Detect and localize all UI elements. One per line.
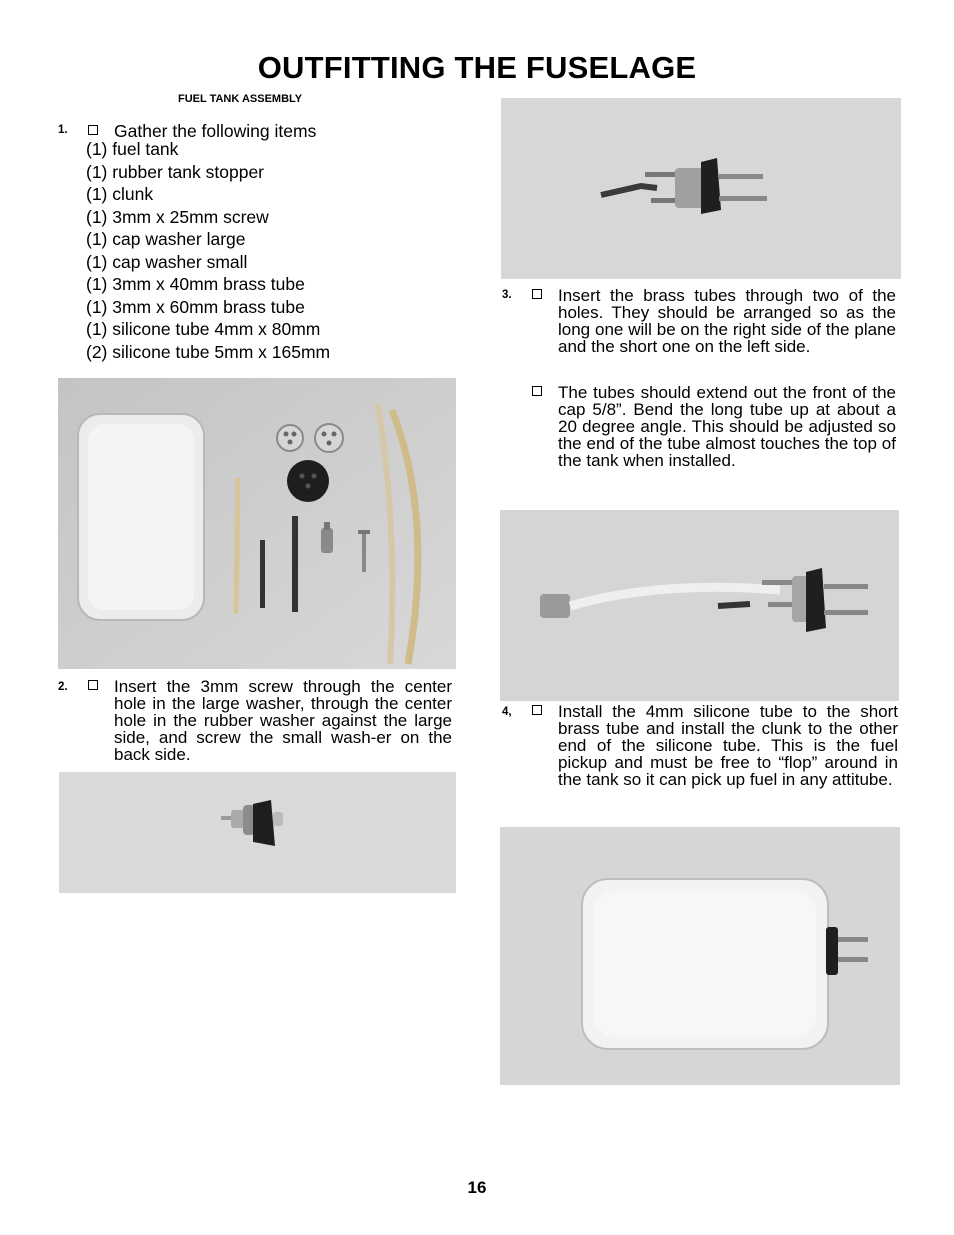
list-item: (1) cap washer large <box>86 229 246 249</box>
step-3-checkbox-b[interactable] <box>532 386 542 396</box>
step-2-text: Insert the 3mm screw through the center hole in the large washer, through the center hole in the rubber washer against the large side, and screw the small wash-er on the back side. <box>114 677 452 764</box>
parts-list <box>86 138 330 363</box>
list-item: (1) 3mm x 40mm brass tube <box>86 274 305 294</box>
list-item: (1) cap washer small <box>86 251 248 272</box>
step-1-number: 1. <box>58 124 68 136</box>
list-item: (1) silicone tube 4mm x 80mm <box>86 319 321 339</box>
list-item: (1) clunk <box>86 184 154 204</box>
finished-tank-photo <box>500 827 900 1085</box>
tubes-inserted-photo <box>501 98 901 279</box>
step-3-text-b: The tubes should extend out the front of the cap 5/8”. Bend the long tube up at about a 20 degree angle. This should be adjusted so the end of the tube almost touches the top of the tank when installed. <box>558 383 896 470</box>
step-1-intro: Gather the following items <box>114 121 317 141</box>
step-2-checkbox[interactable] <box>88 680 98 690</box>
list-item: (2) silicone tube 5mm x 165mm <box>86 341 331 362</box>
step-3-checkbox-a[interactable] <box>532 289 542 299</box>
list-item: (1) rubber tank stopper <box>86 161 265 182</box>
step-4-checkbox[interactable] <box>532 705 542 715</box>
section-heading: FUEL TANK ASSEMBLY <box>178 93 303 105</box>
page-title: OUTFITTING THE FUSELAGE <box>257 50 697 85</box>
step-4-number: 4, <box>502 706 512 718</box>
step-1-checkbox[interactable] <box>88 125 98 135</box>
step-2-number: 2. <box>58 681 68 693</box>
step-3-text-a: Insert the brass tubes through two of the holes. They should be arranged so as the long one will be on the right side of the plane and the short one on the left side. <box>558 286 896 356</box>
step-4-text: Install the 4mm silicone tube to the short brass tube and install the clunk to the other end of the silicone tube. This is the fuel pickup and must be free to “flop” around in the tank so it can pick up fuel in any attitube. <box>558 702 898 789</box>
step-3-number: 3. <box>502 289 512 301</box>
page-number: 16 <box>467 1178 487 1197</box>
stopper-photo <box>59 772 456 893</box>
parts-photo <box>58 378 456 669</box>
clunk-attached-photo <box>500 510 899 701</box>
list-item: (1) fuel tank <box>86 139 179 159</box>
list-item: (1) 3mm x 60mm brass tube <box>86 296 305 317</box>
list-item: (1) 3mm x 25mm screw <box>86 206 269 227</box>
